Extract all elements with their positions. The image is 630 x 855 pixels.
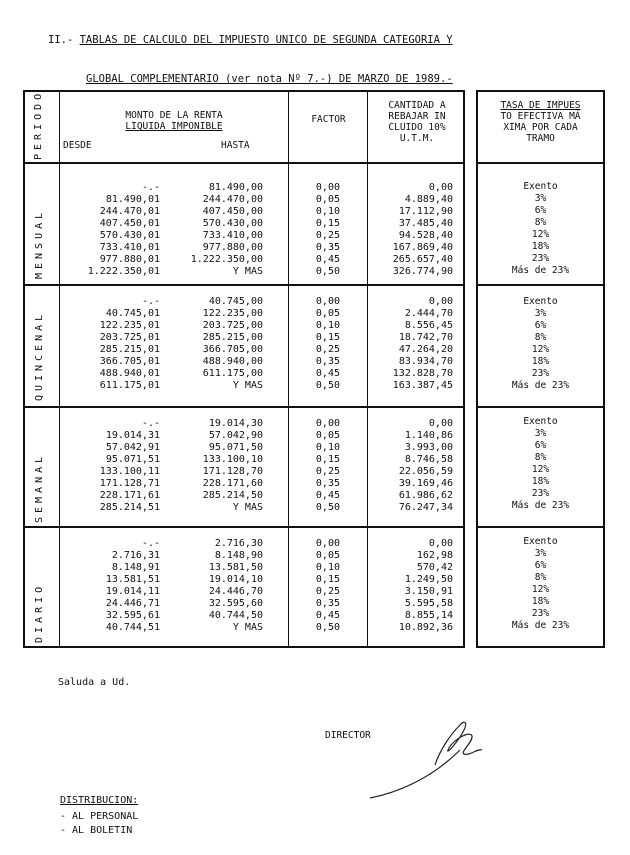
cantidad-cell: 37.485,40 [398, 218, 453, 229]
table-row [25, 206, 463, 217]
period-separator [478, 406, 603, 408]
tasa-cell: 8% [534, 452, 547, 463]
tasa-cell: Exento [523, 296, 558, 307]
table-row [25, 502, 463, 513]
table-row [25, 242, 463, 253]
factor-cell: 0,15 [315, 574, 340, 585]
table-row [25, 586, 463, 597]
desde-cell: 977.880,01 [99, 254, 160, 265]
hasta-cell: 133.100,10 [202, 454, 263, 465]
document-heading [48, 8, 453, 99]
period-label: QUINCENAL [34, 310, 45, 401]
cantidad-cell: 3.150,91 [404, 586, 453, 597]
table-row [25, 296, 463, 307]
hasta-cell: 228.171,60 [202, 478, 263, 489]
table-row [25, 194, 463, 205]
table-row [25, 622, 463, 633]
tasa-header-line-1: TASA DE IMPUES [500, 100, 581, 111]
cantidad-cell: 0,00 [428, 418, 453, 429]
tasa-cell: 8% [534, 332, 547, 343]
factor-cell: 0,00 [315, 418, 340, 429]
tasa-cell: Más de 23% [511, 265, 570, 276]
hasta-cell: 40.745,00 [208, 296, 263, 307]
cantidad-cell: 94.528,40 [398, 230, 453, 241]
tasa-cell: Exento [523, 416, 558, 427]
saluda-text: Saluda a Ud. [58, 677, 131, 688]
tasa-header-line-4: TRAMO [526, 133, 555, 144]
factor-cell: 0,15 [315, 218, 340, 229]
factor-cell: 0,25 [315, 230, 340, 241]
cantidad-cell: 3.993,00 [404, 442, 453, 453]
hasta-cell: 733.410,00 [202, 230, 263, 241]
factor-cell: 0,50 [315, 266, 340, 277]
desde-cell: 40.745,01 [105, 308, 160, 319]
hasta-cell: 57.042,90 [208, 430, 263, 441]
desde-cell: 1.222.350,01 [87, 266, 160, 277]
factor-cell: 0,45 [315, 368, 340, 379]
desde-cell: 285.215,01 [99, 344, 160, 355]
hasta-cell: 81.490,00 [208, 182, 263, 193]
desde-cell: 13.581,51 [105, 574, 160, 585]
desde-cell: 81.490,01 [105, 194, 160, 205]
table-row [25, 254, 463, 265]
table-row [25, 356, 463, 367]
desde-cell: -.- [141, 296, 160, 307]
heading-line-2: GLOBAL COMPLEMENTARIO (ver nota Nº 7.-) DE MARZO DE 1989.- [86, 73, 453, 85]
desde-cell: 19.014,11 [105, 586, 160, 597]
factor-cell: 0,00 [315, 296, 340, 307]
factor-cell: 0,45 [315, 254, 340, 265]
hasta-cell: 32.595,60 [208, 598, 263, 609]
desde-cell: 733.410,01 [99, 242, 160, 253]
tasa-cell: 3% [534, 308, 547, 319]
tasa-cell: 6% [534, 320, 547, 331]
tasa-cell: 6% [534, 205, 547, 216]
hasta-cell: 13.581,50 [208, 562, 263, 573]
desde-cell: -.- [141, 182, 160, 193]
hasta-cell: 171.128,70 [202, 466, 263, 477]
tasa-header-line-3: XIMA POR CADA [503, 122, 578, 133]
factor-cell: 0,10 [315, 206, 340, 217]
table-row [25, 418, 463, 429]
desde-cell: 122.235,01 [99, 320, 160, 331]
tasa-cell: Más de 23% [511, 500, 570, 511]
factor-cell: 0,00 [315, 538, 340, 549]
factor-cell: 0,25 [315, 466, 340, 477]
desde-cell: 8.148,91 [111, 562, 160, 573]
hasta-cell: 19.014,30 [208, 418, 263, 429]
factor-header: FACTOR [311, 114, 346, 125]
monto-header [65, 110, 283, 132]
tasa-cell: 3% [534, 193, 547, 204]
desde-header: DESDE [63, 140, 92, 151]
hasta-cell: 611.175,00 [202, 368, 263, 379]
factor-cell: 0,45 [315, 610, 340, 621]
tasa-table [476, 90, 605, 648]
distribucion-item: - AL PERSONAL [60, 811, 139, 822]
factor-cell: 0,05 [315, 308, 340, 319]
table-row [25, 442, 463, 453]
hasta-cell: Y MAS [232, 380, 263, 391]
cantidad-header-line-3: CLUIDO 10% [388, 122, 446, 133]
heading-prefix: II.- [48, 34, 80, 46]
hasta-cell: 570.430,00 [202, 218, 263, 229]
heading-line-1: TABLAS DE CALCULO DEL IMPUESTO UNICO DE SEGUNDA CATEGORIA Y [79, 34, 453, 46]
desde-cell: 488.940,01 [99, 368, 160, 379]
hasta-cell: 122.235,00 [202, 308, 263, 319]
cantidad-cell: 8.746,58 [404, 454, 453, 465]
cantidad-cell: 47.264,20 [398, 344, 453, 355]
tasa-cell: Exento [523, 536, 558, 547]
tasa-cell: 23% [531, 608, 550, 619]
desde-cell: 285.214,51 [99, 502, 160, 513]
table-row [25, 430, 463, 441]
tasa-cell: 3% [534, 548, 547, 559]
cantidad-cell: 2.444,70 [404, 308, 453, 319]
desde-cell: 366.705,01 [99, 356, 160, 367]
table-row [25, 218, 463, 229]
tasa-cell: 18% [531, 596, 550, 607]
cantidad-header-line-2: REBAJAR IN [388, 111, 446, 122]
table-row [25, 230, 463, 241]
tasa-cell: 23% [531, 253, 550, 264]
hasta-cell: 366.705,00 [202, 344, 263, 355]
hasta-cell: 95.071,50 [208, 442, 263, 453]
cantidad-cell: 0,00 [428, 182, 453, 193]
cantidad-cell: 83.934,70 [398, 356, 453, 367]
tasa-cell: 6% [534, 440, 547, 451]
period-separator [25, 406, 463, 408]
monto-header-line-2: LIQUIDA IMPONIBLE [125, 121, 223, 132]
hasta-cell: Y MAS [232, 266, 263, 277]
desde-cell: 57.042,91 [105, 442, 160, 453]
cantidad-cell: 265.657,40 [392, 254, 453, 265]
hasta-cell: Y MAS [232, 622, 263, 633]
factor-cell: 0,50 [315, 502, 340, 513]
cantidad-header [369, 100, 465, 144]
table-row [25, 320, 463, 331]
hasta-cell: Y MAS [232, 502, 263, 513]
cantidad-cell: 76.247,34 [398, 502, 453, 513]
cantidad-header-line-4: U.T.M. [399, 133, 435, 144]
tasa-cell: Exento [523, 181, 558, 192]
factor-cell: 0,05 [315, 194, 340, 205]
tasa-header [480, 100, 601, 144]
factor-cell: 0,35 [315, 478, 340, 489]
desde-cell: 40.744,51 [105, 622, 160, 633]
hasta-cell: 488.940,00 [202, 356, 263, 367]
cantidad-cell: 570,42 [416, 562, 453, 573]
tax-table [23, 90, 465, 648]
desde-cell: 2.716,31 [111, 550, 160, 561]
hasta-cell: 1.222.350,00 [190, 254, 263, 265]
desde-cell: 32.595,61 [105, 610, 160, 621]
factor-cell: 0,15 [315, 454, 340, 465]
cantidad-cell: 0,00 [428, 538, 453, 549]
period-label: SEMANAL [34, 452, 45, 523]
signature-icon [360, 710, 500, 800]
distribucion-item: - AL BOLETIN [60, 825, 133, 836]
desde-cell: 133.100,11 [99, 466, 160, 477]
cantidad-cell: 167.869,40 [392, 242, 453, 253]
table-row [25, 308, 463, 319]
hasta-cell: 8.148,90 [214, 550, 263, 561]
cantidad-cell: 132.828,70 [392, 368, 453, 379]
hasta-cell: 24.446,70 [208, 586, 263, 597]
factor-cell: 0,05 [315, 550, 340, 561]
table-row [25, 610, 463, 621]
table-row [25, 562, 463, 573]
table-row [25, 454, 463, 465]
factor-cell: 0,50 [315, 380, 340, 391]
hasta-cell: 40.744,50 [208, 610, 263, 621]
cantidad-cell: 8.855,14 [404, 610, 453, 621]
cantidad-cell: 17.112,90 [398, 206, 453, 217]
tasa-cell: Más de 23% [511, 380, 570, 391]
cantidad-cell: 163.387,45 [392, 380, 453, 391]
tasa-cell: 23% [531, 368, 550, 379]
tasa-cell: 18% [531, 476, 550, 487]
tasa-cell: 12% [531, 229, 550, 240]
tasa-cell: 8% [534, 217, 547, 228]
tasa-header-line-2: TO EFECTIVA MÁ [500, 111, 581, 122]
factor-cell: 0,35 [315, 598, 340, 609]
table-row [25, 182, 463, 193]
tasa-cell: 23% [531, 488, 550, 499]
tasa-cell: 12% [531, 344, 550, 355]
cantidad-cell: 5.595,58 [404, 598, 453, 609]
desde-cell: 203.725,01 [99, 332, 160, 343]
desde-cell: -.- [141, 418, 160, 429]
table-row [25, 266, 463, 277]
desde-cell: -.- [141, 538, 160, 549]
table-row [25, 574, 463, 585]
table-row [25, 598, 463, 609]
hasta-cell: 977.880,00 [202, 242, 263, 253]
cantidad-cell: 61.986,62 [398, 490, 453, 501]
table-row [25, 538, 463, 549]
desde-cell: 611.175,01 [99, 380, 160, 391]
cantidad-cell: 22.056,59 [398, 466, 453, 477]
factor-cell: 0,35 [315, 356, 340, 367]
header-separator [478, 162, 603, 164]
factor-cell: 0,00 [315, 182, 340, 193]
cantidad-cell: 162,98 [416, 550, 453, 561]
tasa-cell: 8% [534, 572, 547, 583]
header-separator [25, 162, 463, 164]
cantidad-cell: 326.774,90 [392, 266, 453, 277]
table-row [25, 344, 463, 355]
hasta-cell: 285.214,50 [202, 490, 263, 501]
factor-cell: 0,25 [315, 586, 340, 597]
tasa-cell: 18% [531, 356, 550, 367]
tasa-cell: 18% [531, 241, 550, 252]
desde-cell: 171.128,71 [99, 478, 160, 489]
table-row [25, 478, 463, 489]
monto-header-line-1: MONTO DE LA RENTA [125, 110, 223, 121]
desde-cell: 570.430,01 [99, 230, 160, 241]
distribucion-label: DISTRIBUCION: [60, 795, 139, 806]
hasta-header: HASTA [221, 140, 250, 151]
table-row [25, 550, 463, 561]
desde-cell: 228.171,61 [99, 490, 160, 501]
cantidad-cell: 0,00 [428, 296, 453, 307]
hasta-cell: 2.716,30 [214, 538, 263, 549]
factor-cell: 0,10 [315, 562, 340, 573]
factor-cell: 0,10 [315, 320, 340, 331]
desde-cell: 95.071,51 [105, 454, 160, 465]
period-separator [25, 284, 463, 286]
tasa-cell: Más de 23% [511, 620, 570, 631]
tasa-cell: 3% [534, 428, 547, 439]
period-separator [478, 526, 603, 528]
factor-cell: 0,45 [315, 490, 340, 501]
factor-cell: 0,35 [315, 242, 340, 253]
table-row [25, 380, 463, 391]
table-row [25, 466, 463, 477]
tasa-cell: 6% [534, 560, 547, 571]
table-row [25, 490, 463, 501]
desde-cell: 244.470,01 [99, 206, 160, 217]
factor-cell: 0,25 [315, 344, 340, 355]
hasta-cell: 203.725,00 [202, 320, 263, 331]
tasa-cell: 12% [531, 464, 550, 475]
period-separator [25, 526, 463, 528]
tasa-cell: 12% [531, 584, 550, 595]
table-row [25, 368, 463, 379]
factor-cell: 0,05 [315, 430, 340, 441]
cantidad-cell: 4.889,40 [404, 194, 453, 205]
period-label: MENSUAL [34, 208, 45, 279]
director-label: DIRECTOR [325, 730, 371, 741]
cantidad-cell: 1.140,86 [404, 430, 453, 441]
period-label: DIARIO [34, 582, 45, 643]
cantidad-cell: 1.249,50 [404, 574, 453, 585]
cantidad-cell: 39.169,46 [398, 478, 453, 489]
hasta-cell: 19.014,10 [208, 574, 263, 585]
desde-cell: 407.450,01 [99, 218, 160, 229]
hasta-cell: 407.450,00 [202, 206, 263, 217]
factor-cell: 0,10 [315, 442, 340, 453]
factor-cell: 0,15 [315, 332, 340, 343]
hasta-cell: 244.470,00 [202, 194, 263, 205]
hasta-cell: 285.215,00 [202, 332, 263, 343]
cantidad-cell: 8.556,45 [404, 320, 453, 331]
periodo-header: PERIODO [33, 89, 44, 160]
desde-cell: 24.446,71 [105, 598, 160, 609]
desde-cell: 19.014,31 [105, 430, 160, 441]
period-separator [478, 284, 603, 286]
cantidad-cell: 10.892,36 [398, 622, 453, 633]
cantidad-header-line-1: CANTIDAD A [388, 100, 446, 111]
table-row [25, 332, 463, 343]
cantidad-cell: 18.742,70 [398, 332, 453, 343]
factor-cell: 0,50 [315, 622, 340, 633]
